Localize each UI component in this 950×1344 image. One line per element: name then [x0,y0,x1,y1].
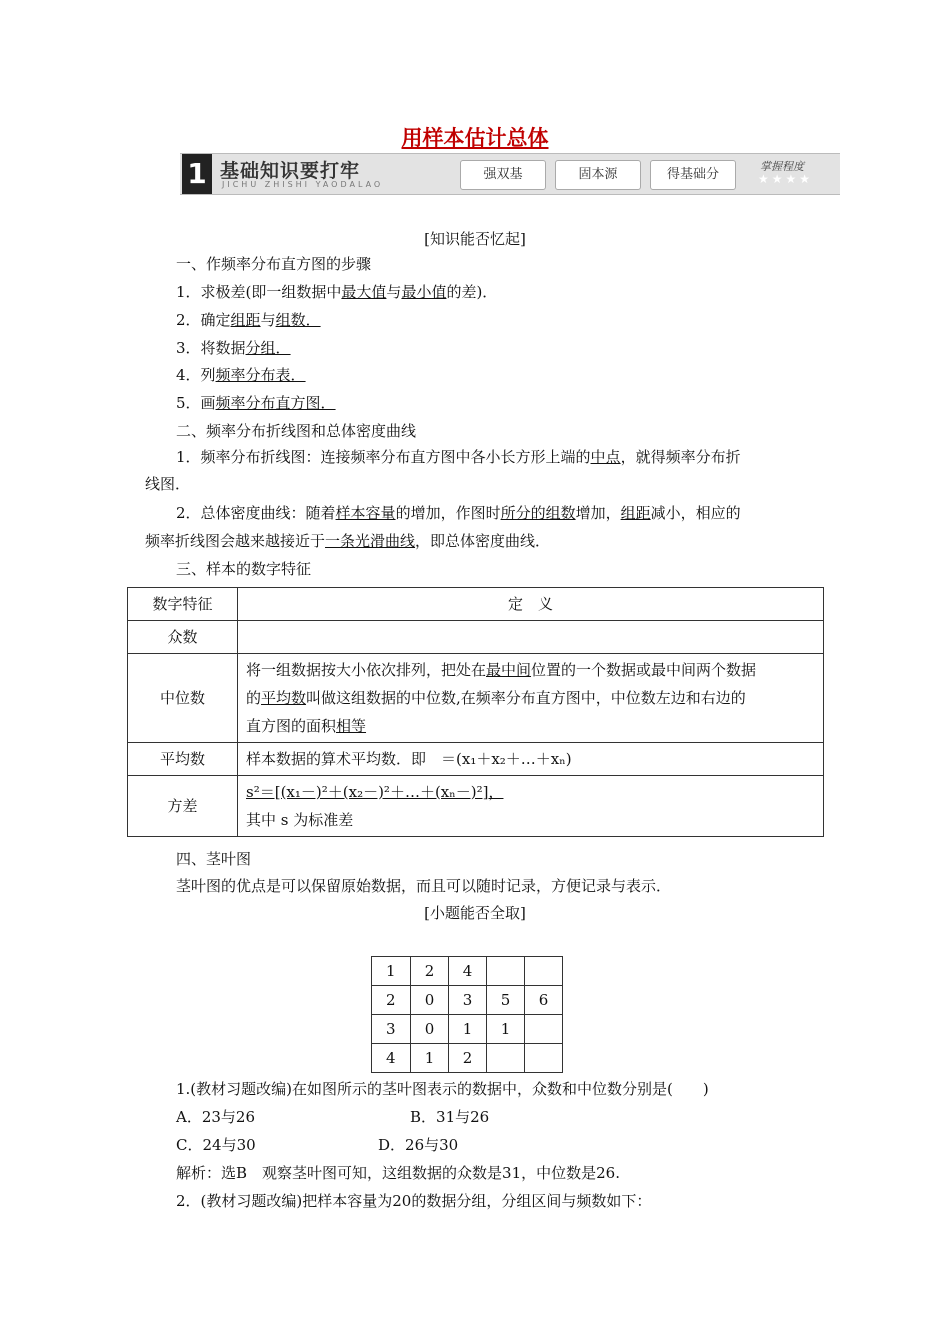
tab-gubenyuan[interactable]: 固本源 [555,160,641,190]
row-variance: 方差 [128,776,238,837]
table-row [128,621,824,654]
leaf-cell: 0 [411,986,449,1015]
leaf-cell [525,1044,563,1073]
leaf-cell [487,1044,525,1073]
median-definition: 将一组数据按大小依次排列，把处在最中间位置的一个数据或最中间两个数据 的平均数叫做这组数据的中位数,在频率分布直方图中，中位数左边和右边的 直方图的面积相等 [238,654,824,743]
tab-dejichufen[interactable]: 得基础分 [650,160,736,190]
table-row [128,776,824,837]
leaf-cell: 5 [487,986,525,1015]
feature-table [127,587,824,837]
s1-item-1: 1．求极差(即一组数据中最大值与最小值的差)． [176,283,498,301]
q1-stem: 1.(教材习题改编)在如图所示的茎叶图表示的数据中，众数和中位数分别是( ) [176,1080,709,1098]
section-banner [180,153,840,195]
stem-cell: 3 [372,1015,411,1044]
row-median: 中位数 [128,654,238,743]
s1-item-4: 4．列频率分布表． [176,366,306,384]
leaf-cell [487,957,525,986]
stem-leaf-table [371,956,563,1073]
leaf-cell: 3 [449,986,487,1015]
col-header-definition: 定 义 [238,588,824,621]
q1-option-a: A．23与26 [176,1108,256,1126]
s1-heading: 一、作频率分布直方图的步骤 [176,255,372,273]
table-row [128,588,824,621]
banner-heading: 基础知识要打牢 [220,160,361,182]
leaf-cell: 0 [411,1015,449,1044]
table-row [128,654,824,743]
stem-cell: 1 [372,957,411,986]
s2-para-2: 2．总体密度曲线：随着样本容量的增加，作图时所分的组数增加，组距减小，相应的 [176,504,741,522]
leaf-cell [525,957,563,986]
banner-pinyin: JICHU ZHISHI YAODALAO [222,180,384,189]
section-recall: [知识能否忆起] [424,230,526,248]
q1-option-b: B．31与26 [410,1108,490,1126]
leaf-cell: 4 [449,957,487,986]
s2-para-1-cont: 线图． [145,475,191,493]
q1-option-c: C．24与30 [176,1136,256,1154]
stem-cell: 4 [372,1044,411,1073]
leaf-cell: 2 [449,1044,487,1073]
row-mean: 平均数 [128,743,238,776]
leaf-cell: 6 [525,986,563,1015]
mean-definition: 样本数据的算术平均数．即 ＝(x₁＋x₂＋…＋xₙ) [238,743,824,776]
s2-heading: 二、频率分布折线图和总体密度曲线 [176,422,417,440]
leaf-cell [525,1015,563,1044]
col-header-feature: 数字特征 [128,588,238,621]
table-row [372,1015,563,1044]
mastery-label: 掌握程度 [760,160,804,173]
leaf-cell: 1 [487,1015,525,1044]
row-mode: 众数 [128,621,238,654]
table-row [372,1044,563,1073]
s2-para-1: 1．频率分布折线图：连接频率分布直方图中各小长方形上端的中点，就得频率分布折 [176,448,741,466]
q2-stem: 2．(教材习题改编)把样本容量为20的数据分组，分组区间与频数如下： [176,1192,652,1210]
leaf-cell: 1 [449,1015,487,1044]
page-title: 用样本估计总体 [401,126,549,150]
table-row [128,743,824,776]
section-quiz: [小题能否全取] [424,904,526,922]
banner-number: 1 [182,154,212,194]
mastery-stars-icon: ★★★★ [758,172,814,186]
variance-definition: s²＝[(x₁－)²＋(x₂－)²＋…＋(xₙ－)²]， 其中 s 为标准差 [238,776,824,837]
s2-para-2-cont: 频率折线图会越来越接近于一条光滑曲线，即总体密度曲线． [145,532,551,550]
s4-text: 茎叶图的优点是可以保留原始数据，而且可以随时记录，方便记录与表示． [176,877,672,895]
stem-cell: 2 [372,986,411,1015]
s3-heading: 三、样本的数字特征 [176,560,312,578]
q1-option-d: D．26与30 [378,1136,459,1154]
s1-item-5: 5．画频率分布直方图． [176,394,336,412]
s4-heading: 四、茎叶图 [176,850,252,868]
q1-answer: 解析：选B 观察茎叶图可知，这组数据的众数是31，中位数是26. [176,1164,620,1182]
mode-definition [238,621,824,654]
table-row [372,957,563,986]
s1-item-2: 2．确定组距与组数． [176,311,321,329]
s1-item-3: 3．将数据分组． [176,339,291,357]
leaf-cell: 2 [411,957,449,986]
leaf-cell: 1 [411,1044,449,1073]
tab-qiangshuangji[interactable]: 强双基 [460,160,546,190]
table-row [372,986,563,1015]
